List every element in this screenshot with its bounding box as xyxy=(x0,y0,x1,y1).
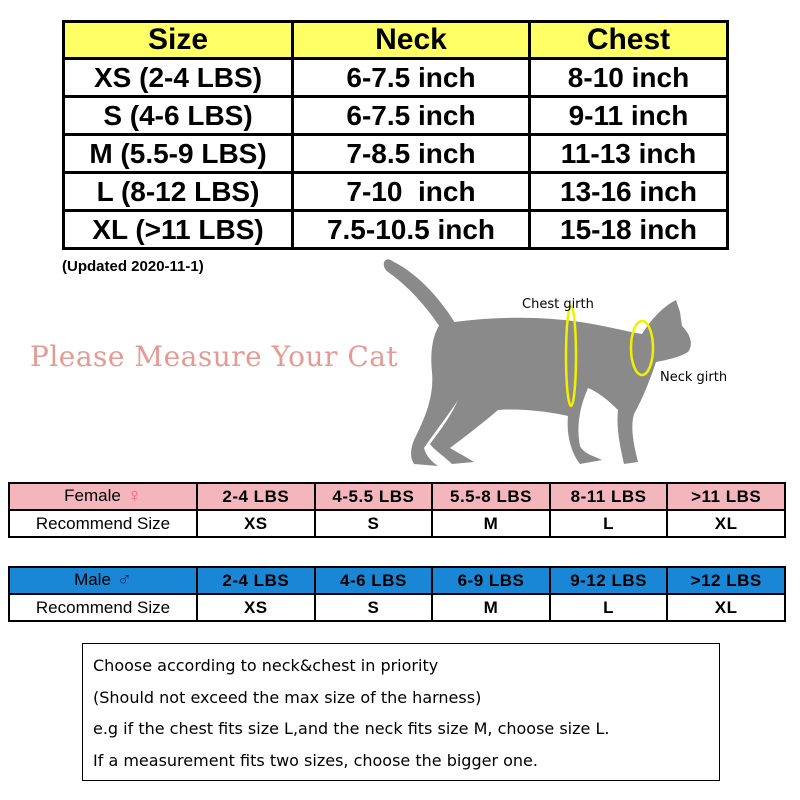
size-cell: L (8-12 LBS) xyxy=(64,173,293,211)
size-cell: XS xyxy=(197,510,315,537)
size-cell: S xyxy=(315,510,433,537)
female-symbol-icon: ♀ xyxy=(126,485,142,507)
weight-cell: 5.5-8 LBS xyxy=(432,483,550,510)
measure-title: Please Measure Your Cat xyxy=(30,340,399,373)
chest-cell: 9-11 inch xyxy=(530,97,728,135)
chest-cell: 11-13 inch xyxy=(530,135,728,173)
size-cell: S (4-6 LBS) xyxy=(64,97,293,135)
chest-cell: 8-10 inch xyxy=(530,59,728,97)
female-size-table xyxy=(8,482,786,538)
neck-cell: 6-7.5 inch xyxy=(293,97,530,135)
table-row xyxy=(64,173,728,211)
size-cell: S xyxy=(315,594,433,621)
male-size-row xyxy=(9,594,785,621)
female-weight-row xyxy=(9,483,785,510)
size-cell: L xyxy=(550,510,668,537)
neck-cell: 6-7.5 inch xyxy=(293,59,530,97)
weight-cell: 9-12 LBS xyxy=(550,567,668,594)
weight-cell: 2-4 LBS xyxy=(197,483,315,510)
size-cell: M xyxy=(432,594,550,621)
size-cell: XL xyxy=(667,510,785,537)
male-label: Male xyxy=(74,570,111,589)
chest-cell: 13-16 inch xyxy=(530,173,728,211)
female-size-row xyxy=(9,510,785,537)
weight-cell: >12 LBS xyxy=(667,567,785,594)
male-size-table xyxy=(8,566,786,622)
weight-cell: 6-9 LBS xyxy=(432,567,550,594)
size-cell: XS xyxy=(197,594,315,621)
table-row xyxy=(64,135,728,173)
recommend-label: Recommend Size xyxy=(9,594,197,621)
weight-cell: 4-5.5 LBS xyxy=(315,483,433,510)
weight-cell: 8-11 LBS xyxy=(550,483,668,510)
size-cell: XL xyxy=(667,594,785,621)
size-chart-header-row xyxy=(64,22,728,59)
chest-girth-label: Chest girth xyxy=(522,297,594,312)
size-header: Size xyxy=(64,22,293,59)
notes-box xyxy=(82,643,720,781)
male-symbol-icon: ♂ xyxy=(116,569,132,591)
weight-cell: >11 LBS xyxy=(667,483,785,510)
neck-cell: 7.5-10.5 inch xyxy=(293,211,530,249)
male-label-cell xyxy=(9,567,197,594)
weight-cell: 2-4 LBS xyxy=(197,567,315,594)
weight-cell: 4-6 LBS xyxy=(315,567,433,594)
updated-note: (Updated 2020-11-1) xyxy=(62,258,204,275)
cat-silhouette-icon xyxy=(380,250,710,475)
neck-girth-label: Neck girth xyxy=(660,370,728,385)
size-cell: M (5.5-9 LBS) xyxy=(64,135,293,173)
note-line: If a measurement fits two sizes, choose the bigger one. xyxy=(93,750,538,770)
recommend-label: Recommend Size xyxy=(9,510,197,537)
male-weight-row xyxy=(9,567,785,594)
neck-cell: 7-10 inch xyxy=(293,173,530,211)
size-cell: M xyxy=(432,510,550,537)
size-cell: L xyxy=(550,594,668,621)
table-row xyxy=(64,59,728,97)
note-line: Choose according to neck&chest in priority xyxy=(93,656,439,675)
note-line: e.g if the chest fits size L,and the neck fits size M, choose size L. xyxy=(93,719,610,738)
female-label-cell xyxy=(9,483,197,510)
size-chart-table xyxy=(62,20,729,250)
size-cell: XS (2-4 LBS) xyxy=(64,59,293,97)
size-cell: XL (>11 LBS) xyxy=(64,211,293,249)
chest-cell: 15-18 inch xyxy=(530,211,728,249)
table-row xyxy=(64,97,728,135)
female-label: Female xyxy=(64,486,121,505)
neck-header: Neck xyxy=(293,22,530,59)
cat-body xyxy=(384,259,691,466)
neck-cell: 7-8.5 inch xyxy=(293,135,530,173)
chest-header: Chest xyxy=(530,22,728,59)
table-row xyxy=(64,211,728,249)
note-line: (Should not exceed the max size of the harness) xyxy=(93,687,482,707)
